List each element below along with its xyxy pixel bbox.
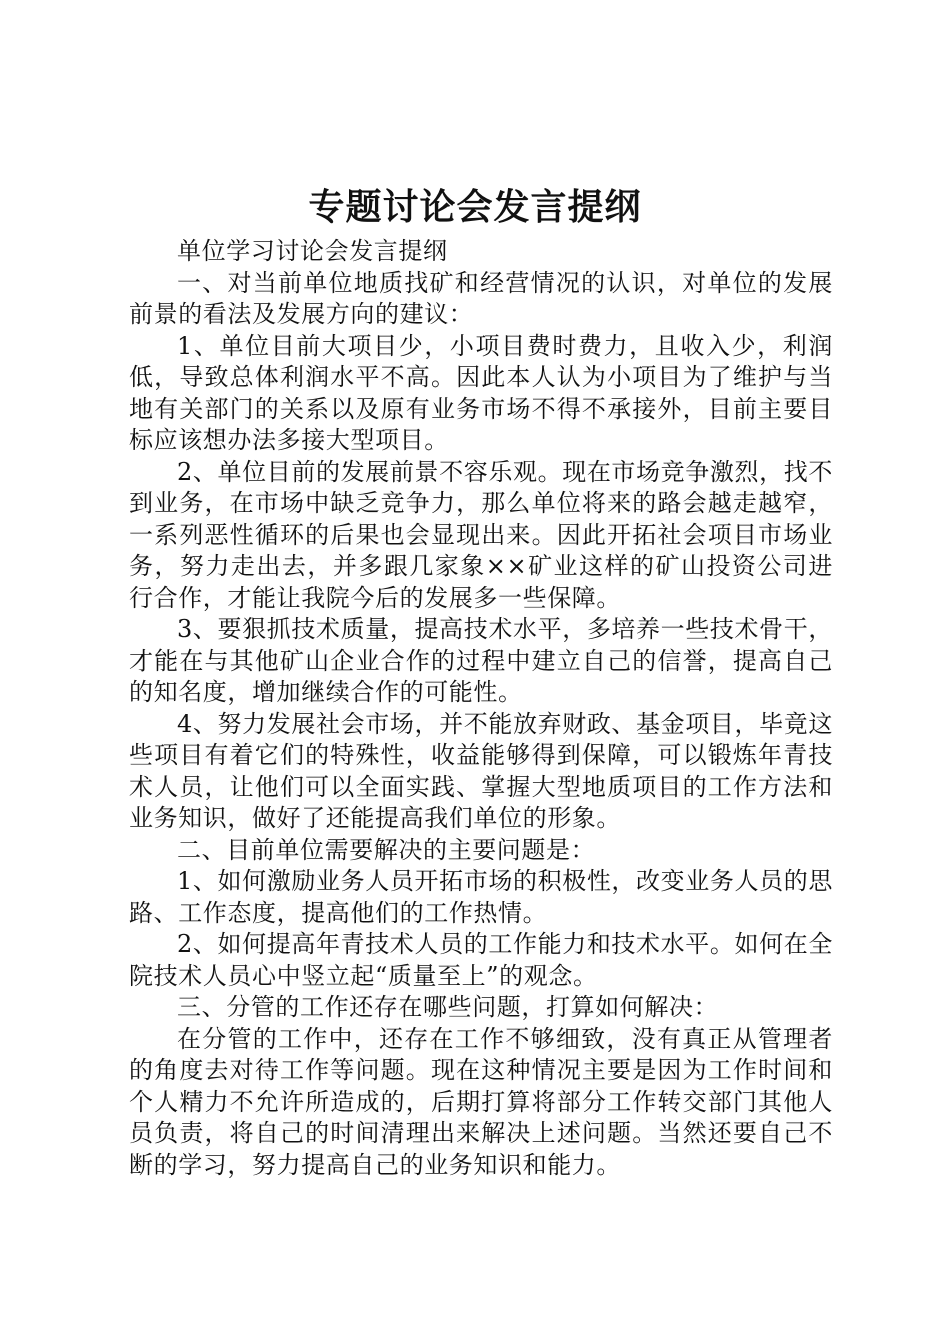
paragraph-1-1: 1、单位目前大项目少，小项目费时费力，且收入少，利润低，导致总体利润水平不高。因此本人认为小项目为了维护与当地有关部门的关系以及原有业务市场不得不承接外，目前主要目标应该想办法多接大型项目。 [129, 331, 833, 454]
paragraph-3-1: 在分管的工作中，还存在工作不够细致，没有真正从管理者的角度去对待工作等问题。现在这种情况主要是因为工作时间和个人精力不允许所造成的，后期打算将部分工作转交部门其他人员负责，将自己的时间清理出来解决上述问题。当然还要自己不断的学习，努力提高自己的业务知识和能力。 [129, 1024, 833, 1179]
paragraph-2-1: 1、如何激励业务人员开拓市场的积极性，改变业务人员的思路、工作态度，提高他们的工作热情。 [129, 867, 833, 927]
subtitle-paragraph: 单位学习讨论会发言提纲 [177, 237, 448, 265]
section-heading-1: 一、对当前单位地质找矿和经营情况的认识，对单位的发展前景的看法及发展方向的建议： [129, 268, 833, 328]
paragraph-1-4: 4、努力发展社会市场，并不能放弃财政、基金项目，毕竟这些项目有着它们的特殊性，收益能够得到保障，可以锻炼年青技术人员，让他们可以全面实践、掌握大型地质项目的工作方法和业务知识，做好了还能提高我们单位的形象。 [129, 709, 833, 832]
section-heading-2: 二、目前单位需要解决的主要问题是： [177, 835, 596, 864]
document-body [129, 236, 833, 1181]
paragraph-1-3: 3、要狠抓技术质量，提高技术水平，多培养一些技术骨干，才能在与其他矿山企业合作的过程中建立自己的信誉，提高自己的知名度，增加继续合作的可能性。 [129, 615, 833, 706]
paragraph-1-2: 2、单位目前的发展前景不容乐观。现在市场竞争激烈，找不到业务，在市场中缺乏竞争力，那么单位将来的路会越走越窄，一系列恶性循环的后果也会显现出来。因此开拓社会项目市场业务，努力走出去，并多跟几家象××矿业这样的矿山投资公司进行合作，才能让我院今后的发展多一些保障。 [129, 457, 833, 612]
document-title: 专题讨论会发言提纲 [308, 187, 642, 228]
paragraph-2-2: 2、如何提高年青技术人员的工作能力和技术水平。如何在全院技术人员心中竖立起“质量至上”的观念。 [129, 930, 833, 990]
section-heading-3: 三、分管的工作还存在哪些问题，打算如何解决： [177, 993, 719, 1021]
